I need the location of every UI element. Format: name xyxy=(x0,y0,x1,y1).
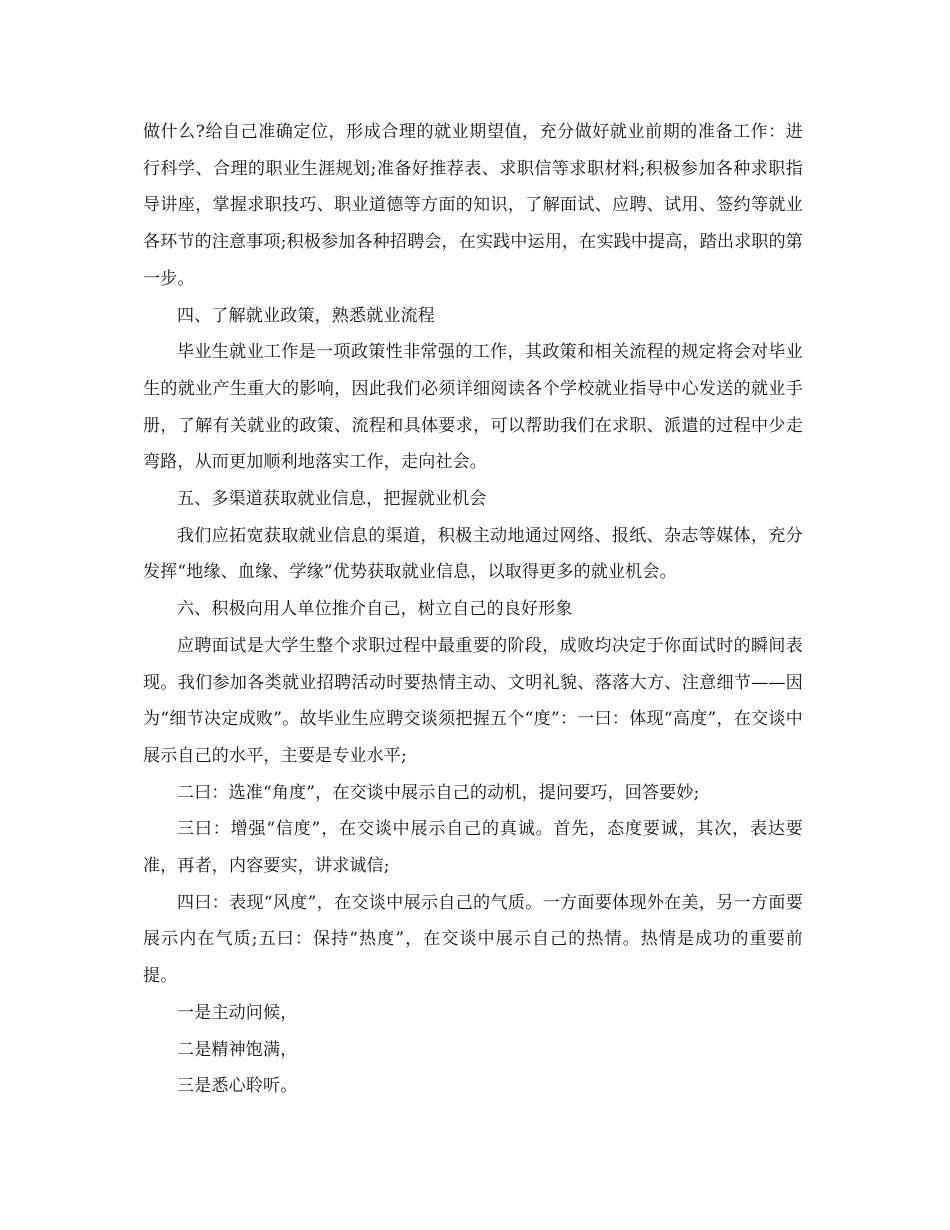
paragraph-interview: 应聘面试是大学生整个求职过程中最重要的阶段，成败均决定于你面试时的瞬间表现。我们参加各类就业招聘活动时要热情主动、文明礼貌、落落大方、注意细节——因为“细节决定成败”。故毕业生应聘交谈须把握五个“度”：一曰：体现“高度”，在交谈中展示自己的水平，主要是专业水平; xyxy=(143,635,803,766)
list-item-third: 三是悉心聆听。 xyxy=(177,1076,298,1097)
section-heading-5: 五、多渠道获取就业信息，把握就业机会 xyxy=(177,489,487,510)
list-item-second: 二是精神饱满， xyxy=(177,1039,298,1060)
paragraph-employment-info: 我们应拓宽获取就业信息的渠道，积极主动地通过网络、报纸、杂志等媒体，充分发挥“地缘、血缘、学缘”优势获取就业信息，以取得更多的就业机会。 xyxy=(143,525,803,583)
paragraph-employment-policy: 毕业生就业工作是一项政策性非常强的工作，其政策和相关流程的规定将会对毕业生的就业产生重大的影响，因此我们必须详细阅读各个学校就业指导中心发送的就业手册，了解有关就业的政策、流程和具体要求，可以帮助我们在求职、派遣的过程中少走弯路，从而更加顺利地落实工作，走向社会。 xyxy=(143,342,803,473)
list-item-first: 一是主动问候， xyxy=(177,1002,298,1023)
section-heading-6: 六、积极向用人单位推介自己，树立自己的良好形象 xyxy=(177,599,573,620)
section-heading-4: 四、了解就业政策，熟悉就业流程 xyxy=(177,305,435,326)
paragraph-fourth-fifth-degree: 四曰：表现“风度”，在交谈中展示自己的气质。一方面要体现外在美，另一方面要展示内在气质;五曰：保持“热度”，在交谈中展示自己的热情。热情是成功的重要前提。 xyxy=(143,892,803,987)
document-body xyxy=(143,114,803,1105)
paragraph-second-degree: 二曰：选准“角度”，在交谈中展示自己的动机，提问要巧，回答要妙; xyxy=(177,782,700,803)
paragraph-third-degree: 三曰：增强“信度”，在交谈中展示自己的真诚。首先，态度要诚，其次，表达要准，再者，内容要实，讲求诚信; xyxy=(143,819,803,877)
paragraph-continuation: 做什么?给自己准确定位，形成合理的就业期望值，充分做好就业前期的准备工作：进行科学、合理的职业生涯规划;准备好推荐表、求职信等求职材料;积极参加各种求职指导讲座，掌握求职技巧、职业道德等方面的知识，了解面试、应聘、试用、签约等就业各环节的注意事项;积极参加各种招聘会，在实践中运用，在实践中提高，踏出求职的第一步。 xyxy=(143,122,803,289)
